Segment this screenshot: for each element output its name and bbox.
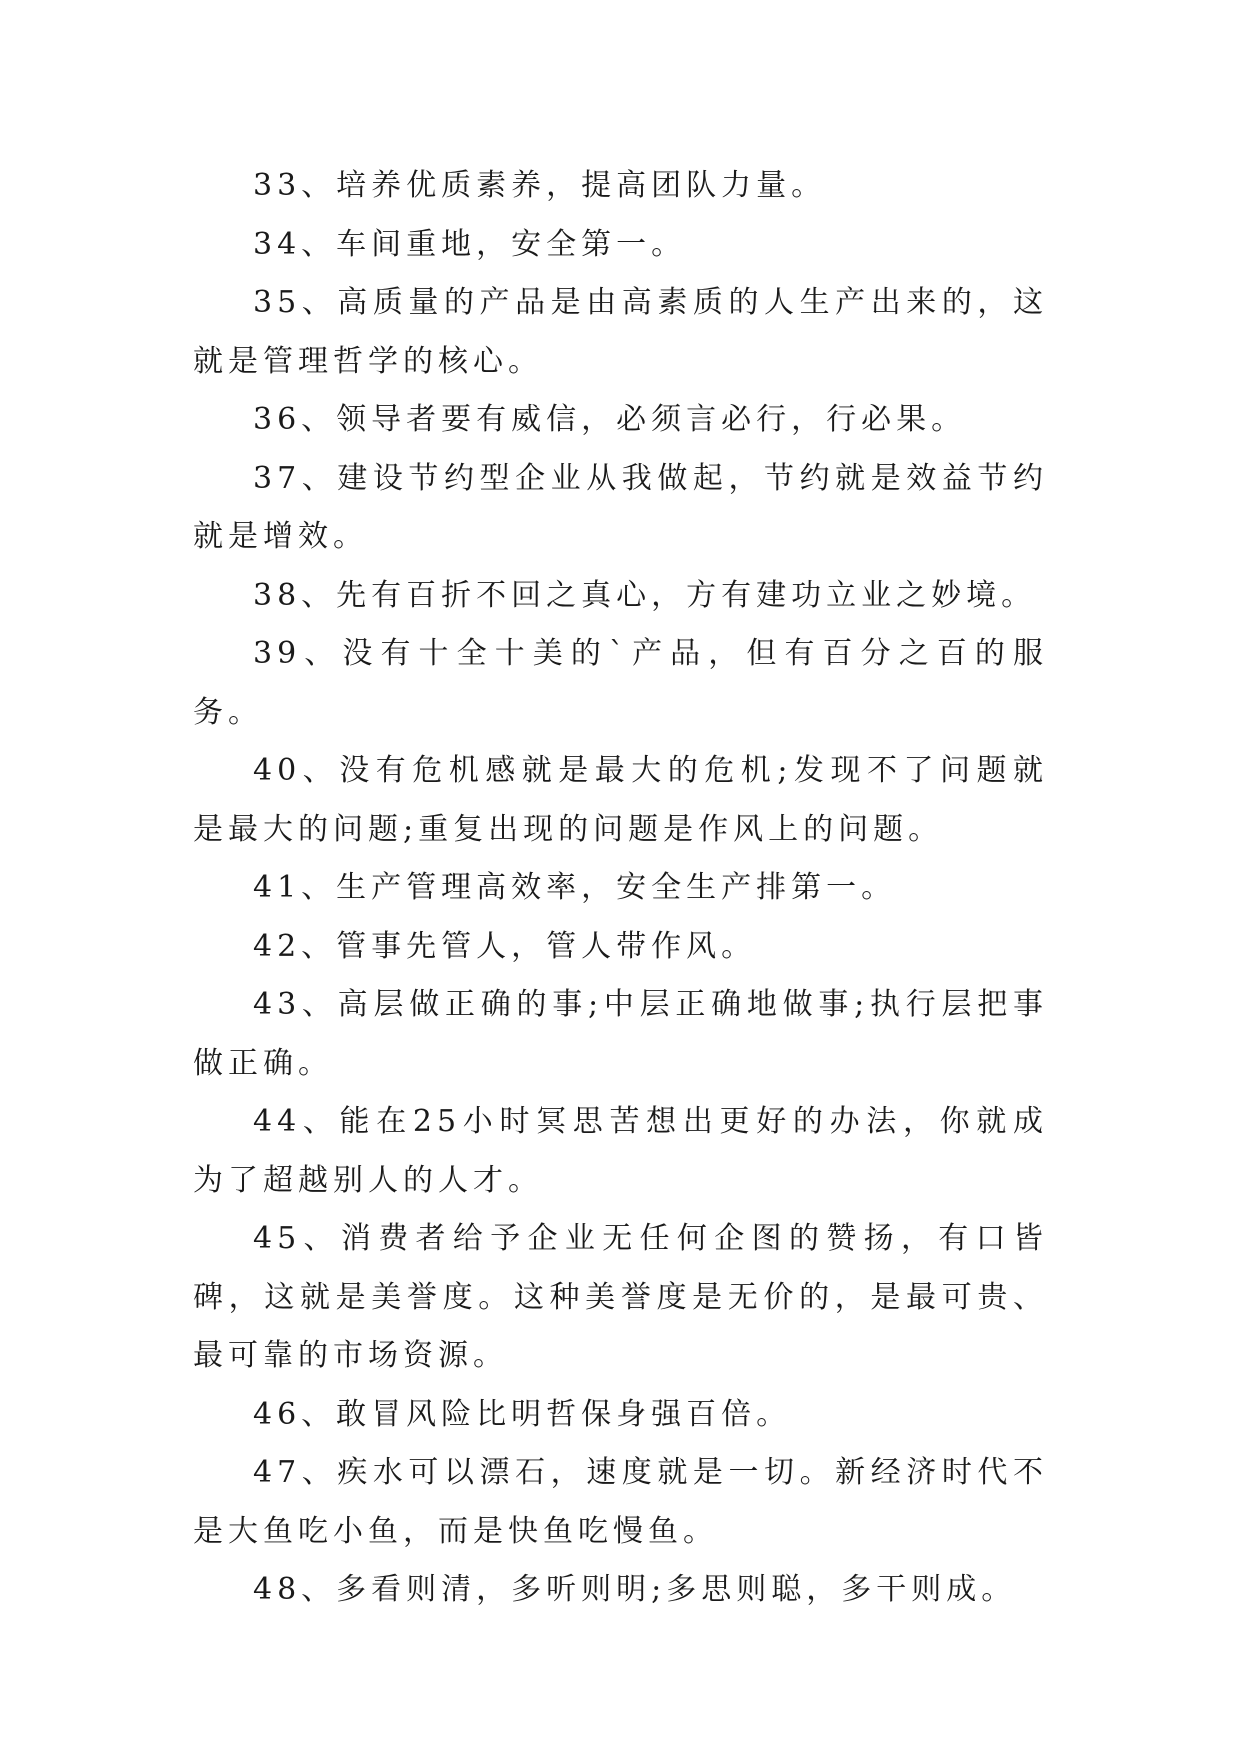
paragraph-41: 41、生产管理高效率，安全生产排第一。: [253, 870, 897, 905]
paragraph-45: 45、消费者给予企业无任何企图的赞扬，有口皆碑，这就是美誉度。这种美誉度是无价的，是最可贵、最可靠的市场资源。: [193, 1221, 1048, 1373]
paragraph-46: 46、敢冒风险比明哲保身强百倍。: [253, 1396, 792, 1432]
paragraph-37: 37、建设节约型企业从我做起，节约就是效益节约就是增效。: [193, 460, 1048, 554]
paragraph-36: 36、领导者要有威信，必须言必行，行必果。: [253, 402, 967, 437]
paragraph-42: 42、管事先管人，管人带作风。: [253, 928, 757, 964]
paragraph-35: 35、高质量的产品是由高素质的人生产出来的，这就是管理哲学的核心。: [193, 285, 1048, 379]
paragraph-33: 33、培养优质素养，提高团队力量。: [253, 168, 827, 203]
paragraph-34: 34、车间重地，安全第一。: [253, 226, 687, 262]
paragraph-47: 47、疾水可以漂石，速度就是一切。新经济时代不是大鱼吃小鱼，而是快鱼吃慢鱼。: [193, 1455, 1048, 1549]
paragraph-44: 44、能在25小时冥思苦想出更好的办法，你就成为了超越别人的人才。: [193, 1104, 1048, 1198]
paragraph-38: 38、先有百折不回之真心，方有建功立业之妙境。: [253, 577, 1037, 613]
paragraph-40: 40、没有危机感就是最大的危机;发现不了问题就是最大的问题;重复出现的问题是作风上的问题。: [193, 753, 1048, 847]
document-body: [193, 157, 1048, 1620]
paragraph-48: 48、多看则清，多听则明;多思则聪，多干则成。: [253, 1572, 1017, 1607]
paragraph-39: 39、没有十全十美的`产品，但有百分之百的服务。: [193, 636, 1048, 730]
paragraph-43: 43、高层做正确的事;中层正确地做事;执行层把事做正确。: [193, 987, 1048, 1081]
